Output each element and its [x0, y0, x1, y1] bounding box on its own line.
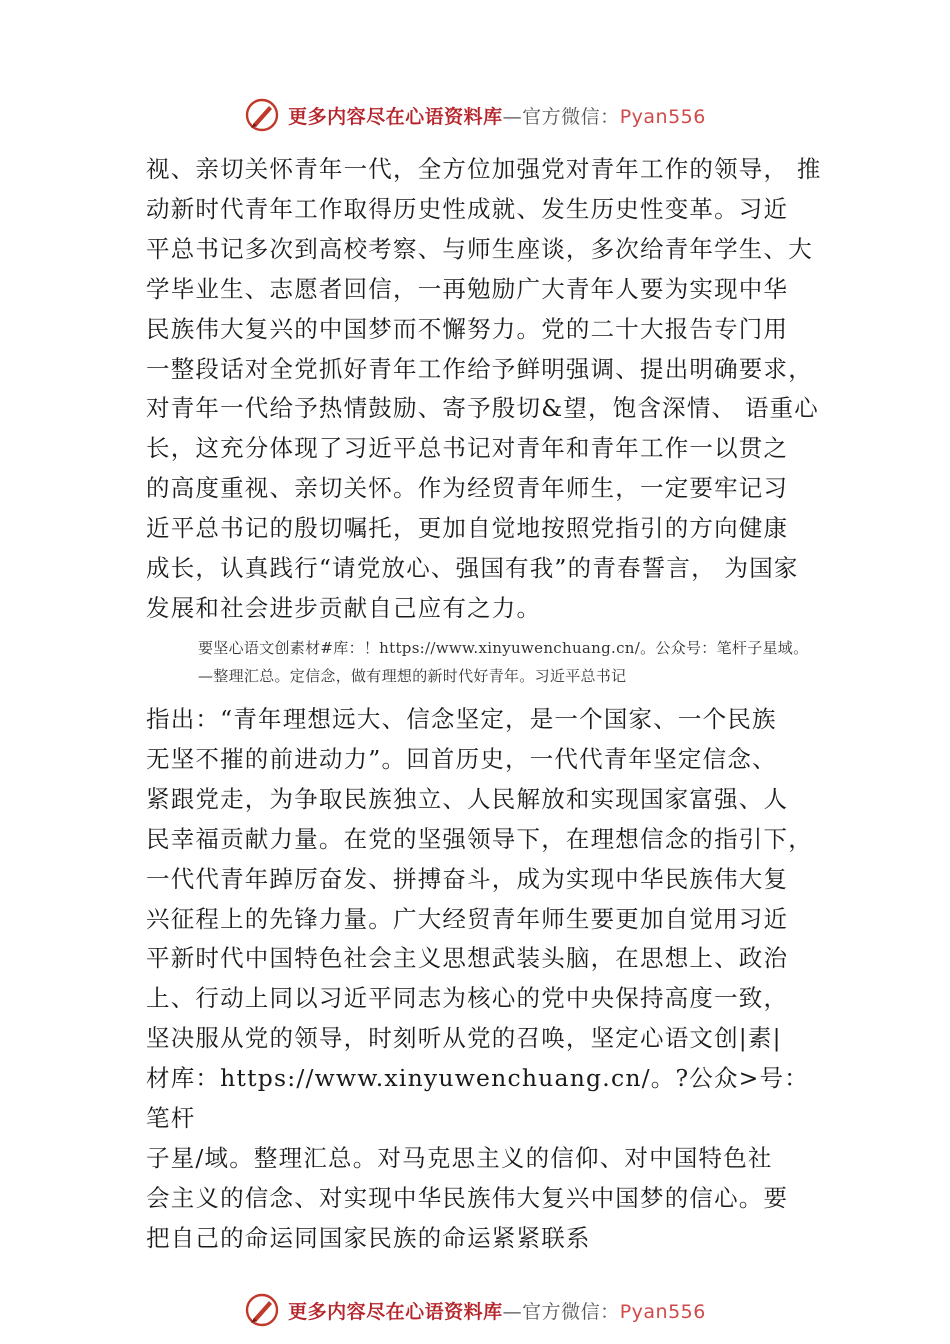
footer-banner-red: 更多内容尽在心语资料库 [288, 1300, 503, 1323]
header-banner-wechat-id: Pyan556 [619, 105, 706, 128]
body-paragraph-1: 视、亲切关怀青年一代，全方位加强党对青年工作的领导， 推 动新时代青年工作取得历史性成就、发生历史性变革。习近 平总书记多次到高校考察、与师生座谈，多次给青年学生、大 学毕业生、志愿者回信，一再勉励广大青年人要为实现中华 民族伟大复兴的中国梦而不懈努力。党的二十大报告专门用 一整段话对全党抓好青年工作给予鲜明强调、提出明确要求， 对青年一代给予热情鼓励、寄予殷切&望，饱含深情、 语重心 长，这充分体现了习近平总书记对青年和青年工作一以贯之 的高度重视、亲切关怀。作为经贸青年师生，一定要牢记习 近平总书记的殷切嘱托，更加自觉地按照党指引的方向健康 成长，认真践行“请党放心、强国有我”的青春誓言， 为国家 发展和社会进步贡献自己应有之力。 [146, 155, 822, 622]
body-paragraph-2: 指出：“青年理想远大、信念坚定，是一个国家、一个民族 无坚不摧的前进动力”。回首历史，一代代青年坚定信念、 紧跟党走，为争取民族独立、人民解放和实现国家富强、人 民幸福贡献力量。在党的坚强领导下，在理想信念的指引下， 一代代青年踔厉奋发、拼搏奋斗，成为实现中华民族伟大复 兴征程上的先锋力量。广大经贸青年师生要更加自觉用习近 平新时代中国特色社会主义思想武装头脑，在思想上、政治 上、行动上同以习近平同志为核心的党中央保持高度一致， 坚决服从党的领导，时刻听从党的召唤，坚定心语文创|素| 材库：https://www.xinyuwenchuang.cn/。?公众>号：笔杆 子星/域。整理汇总。对马克思主义的信仰、对中国特色社 会主义的信念、对实现中华民族伟大复兴中国梦的信心。要 把自己的命运同国家民族的命运紧紧联系 [146, 705, 813, 1252]
header-banner [0, 95, 950, 135]
header-banner-red: 更多内容尽在心语资料库 [288, 105, 503, 128]
header-banner-dash: — [502, 105, 523, 128]
footer-banner-text [288, 1297, 706, 1324]
footer-banner [0, 1290, 950, 1330]
footer-banner-wechat-id: Pyan556 [619, 1300, 706, 1323]
footer-banner-dash: — [502, 1300, 523, 1323]
watermark-note: 要坚心语文创素材#库：！https://www.xinyuwenchuang.cn/。公众号：笔杆子星域。 —整理汇总。定信念，做有理想的新时代好青年。习近平总书记 [198, 639, 809, 685]
pen-logo-icon [244, 97, 280, 133]
footer-banner-wechat-label: 官方微信： [522, 1300, 620, 1323]
header-banner-wechat-label: 官方微信： [522, 105, 620, 128]
pen-logo-icon [244, 1292, 280, 1328]
header-banner-text [288, 102, 706, 129]
